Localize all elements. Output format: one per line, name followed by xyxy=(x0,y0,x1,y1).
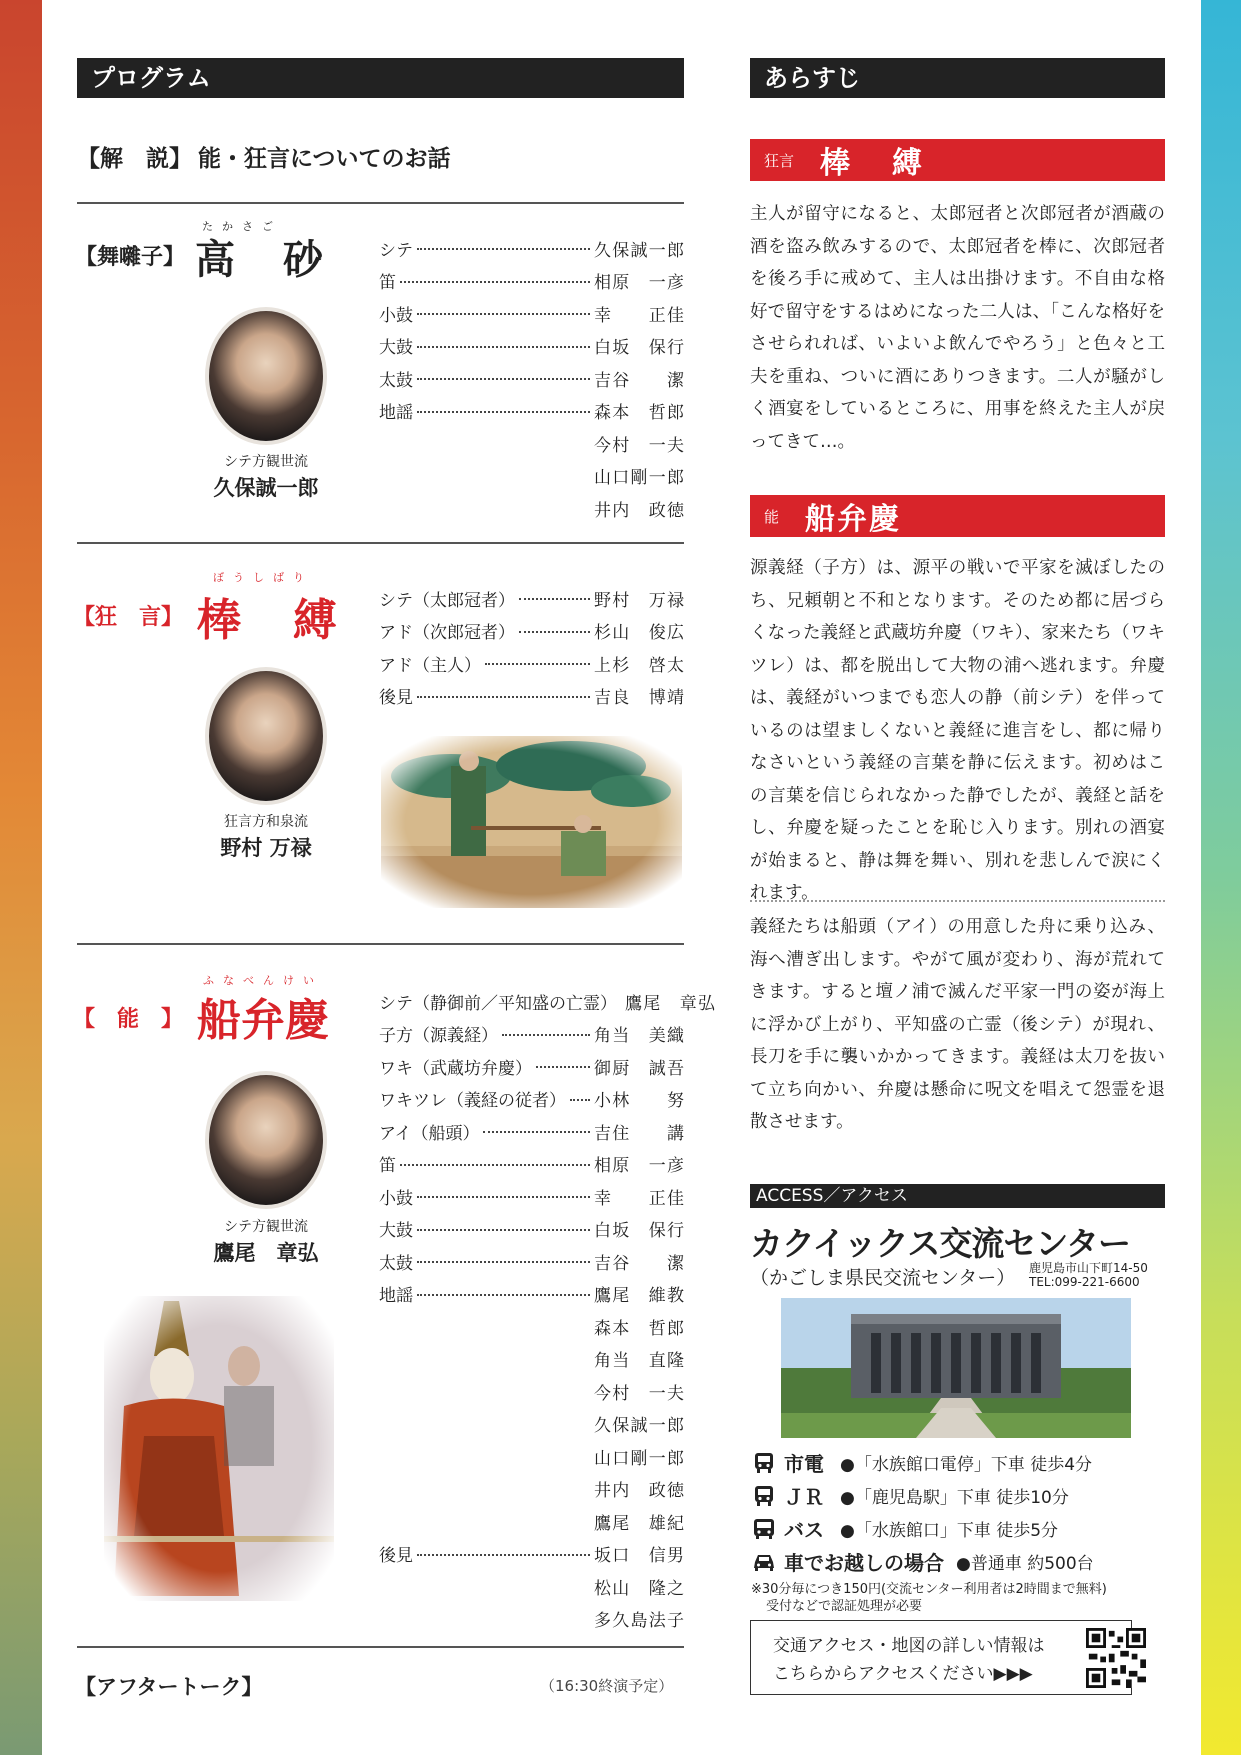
cast-name: 白坂 保行 xyxy=(594,338,684,359)
takasago-performer: 久保誠一郎 xyxy=(213,476,319,500)
boshibari-school: 狂言方和泉流 xyxy=(224,814,308,830)
cast-role: 子方（源義経） xyxy=(379,1026,498,1047)
cast-row xyxy=(379,460,684,493)
leader-dots xyxy=(400,281,590,283)
venue-tel: TEL:099-221-6600 xyxy=(1029,1275,1140,1289)
route-bus-desc: ●「水族館口」下車 徒歩5分 xyxy=(840,1521,1059,1541)
divider xyxy=(77,202,684,204)
cast-name: 角当 美織 xyxy=(594,1026,684,1047)
car-icon xyxy=(752,1551,776,1573)
route-tram xyxy=(752,1448,1092,1477)
boshibari-title: 棒 縛 xyxy=(197,595,341,646)
kyogen-synopsis-bar xyxy=(750,139,1165,181)
parking-note-1: ※30分毎につき150円(交流センター利用者は2時間まで無料) xyxy=(751,1582,1107,1597)
cast-name: 今村 一夫 xyxy=(594,1383,684,1404)
cast-name: 多久島法子 xyxy=(594,1611,684,1632)
cast-row xyxy=(379,680,684,713)
qr-code-icon[interactable] xyxy=(1086,1628,1146,1688)
leader-dots xyxy=(536,1066,590,1068)
route-tram-desc: ●「水族館口電停」下車 徒歩4分 xyxy=(840,1455,1093,1475)
takasago-school: シテ方観世流 xyxy=(224,454,308,470)
cast-role: 後見 xyxy=(379,688,413,709)
cast-role: シテ xyxy=(379,240,413,261)
cast-role: シテ（静御前／平知盛の亡霊） xyxy=(379,993,617,1014)
venue-name: カクイックス交流センター xyxy=(750,1224,1131,1263)
cast-row xyxy=(379,647,684,680)
train-icon xyxy=(752,1485,776,1507)
cast-row xyxy=(379,1310,684,1343)
cast-row xyxy=(379,1083,684,1116)
kyogen-synopsis-text: 主人が留守になると、太郎冠者と次郎冠者が酒蔵の酒を盗み飲みするので、太郎冠者を棒に、次郎冠者を後ろ手に戒めて、主人は出掛けます。不自由な格好で留守をするはめになった二人は、「こんな格好をさせられれば、いよいよ飲んでやろう」と色々と工夫を重ね、ついに酒にありつきます。二人が騒がしく酒宴をしているところに、用事を終えた主人が戻ってきて…。 xyxy=(750,204,1165,452)
leader-dots xyxy=(417,1261,590,1263)
kyogen-type-label: 狂言 xyxy=(764,151,795,170)
program-header: プログラム xyxy=(77,58,684,98)
route-jr xyxy=(752,1481,1069,1510)
takasago-portrait xyxy=(205,307,327,445)
funabenkei-cast xyxy=(379,985,715,1635)
cast-role: 大鼓 xyxy=(379,338,413,359)
cast-name: 鷹尾 章弘 xyxy=(625,993,715,1014)
noh-synopsis-title: 船弁慶 xyxy=(805,502,902,537)
leader-dots xyxy=(417,696,590,698)
kaisetsu-label: 【解 説】 xyxy=(77,146,192,172)
cast-row xyxy=(379,427,684,460)
leader-dots xyxy=(519,598,590,600)
cast-role: 後見 xyxy=(379,1546,413,1567)
cast-role: 太鼓 xyxy=(379,370,413,391)
cast-name: 井内 政徳 xyxy=(594,1481,684,1502)
funabenkei-portrait xyxy=(205,1071,327,1209)
cast-role: 小鼓 xyxy=(379,1188,413,1209)
cast-row xyxy=(379,232,684,265)
leader-dots xyxy=(417,1229,590,1231)
cast-row xyxy=(379,1180,684,1213)
train-icon xyxy=(752,1452,776,1474)
cast-row xyxy=(379,1505,684,1538)
synopsis-header: あらすじ xyxy=(750,58,1165,98)
route-jr-label: ＪＲ xyxy=(784,1485,824,1509)
qr-text-1: 交通アクセス・地図の詳しい情報は xyxy=(773,1636,1045,1656)
leader-dots xyxy=(502,1034,590,1036)
access-info-box[interactable] xyxy=(750,1620,1132,1695)
cast-name: 杉山 俊広 xyxy=(594,623,684,644)
leader-dots xyxy=(400,1164,590,1166)
funabenkei-performer: 鷹尾 章弘 xyxy=(213,1241,319,1265)
takasago-ruby: たかさご xyxy=(202,220,282,233)
cast-row xyxy=(379,1408,684,1441)
route-jr-desc: ●「鹿児島駅」下車 徒歩10分 xyxy=(840,1488,1069,1508)
leader-dots xyxy=(519,631,590,633)
cast-role: ワキツレ（義経の従者） xyxy=(379,1091,566,1112)
leader-dots xyxy=(570,1099,590,1101)
leader-dots xyxy=(417,346,590,348)
cast-name: 吉良 博靖 xyxy=(594,688,684,709)
cast-row xyxy=(379,1343,684,1376)
kyogen-synopsis-title: 棒 縛 xyxy=(820,146,929,181)
bus-icon xyxy=(752,1518,776,1540)
noh-synopsis-text-2: 義経たちは船頭（アイ）の用意した舟に乗り込み、海へ漕ぎ出します。やがて風が変わり、海が荒れてきます。すると壇ノ浦で滅んだ平家一門の姿が海上に浮かび上がり、平知盛の亡霊（後シテ）が現れ、長刀を手に襲いかかってきます。義経は太刀を抜いて立ち向かい、弁慶は懸命に呪文を唱えて怨霊を退散させます。 xyxy=(750,917,1165,1132)
cast-row xyxy=(379,1245,684,1278)
route-tram-label: 市電 xyxy=(784,1452,824,1476)
route-bus xyxy=(752,1514,1058,1543)
cast-name: 松山 隆之 xyxy=(594,1578,684,1599)
cast-role: アイ（船頭） xyxy=(379,1123,480,1144)
cast-name: 幸 正佳 xyxy=(594,305,684,326)
cast-name: 小林 努 xyxy=(594,1091,684,1112)
cast-name: 井内 政徳 xyxy=(594,500,684,521)
aftertalk-label: 【アフタートーク】 xyxy=(75,1675,263,1699)
cast-role: 太鼓 xyxy=(379,1253,413,1274)
cast-name: 幸 正佳 xyxy=(594,1188,684,1209)
access-header: ACCESS／アクセス xyxy=(750,1184,1165,1208)
cast-name: 御厨 誠吾 xyxy=(594,1058,684,1079)
venue-address: 鹿児島市山下町14-50 xyxy=(1029,1261,1148,1275)
cast-role: 笛 xyxy=(379,273,396,294)
venue-building-photo xyxy=(781,1298,1131,1438)
cast-row xyxy=(379,1018,684,1051)
leader-dots xyxy=(417,411,590,413)
noh-synopsis-text-1: 源義経（子方）は、源平の戦いで平家を滅ぼしたのち、兄頼朝と不和となります。そのため都に居づらくなった義経と武蔵坊弁慶（ワキ）、家来たち（ワキツレ）は、都を脱出して大物の浦へ逃れます。弁慶は、義経がいつまでも恋人の静（前シテ）を伴っているのは望ましくないと義経に進言をし、都に帰りなさいという義経の言葉を静に伝えます。初めはこの言葉を信じられなかった静でしたが、義経と話をし、弁慶を疑ったことを恥じ入ります。別れの酒宴が始まると、静は舞を舞い、別れを悲しんで涙にくれます。 xyxy=(750,558,1165,903)
cast-row xyxy=(379,1570,684,1603)
cast-row xyxy=(379,1603,684,1636)
funabenkei-category: 【 能 】 xyxy=(73,1007,184,1032)
cast-name: 坂口 信男 xyxy=(594,1546,684,1567)
cast-name: 久保誠一郎 xyxy=(594,240,684,261)
cast-row xyxy=(379,1148,684,1181)
car-label: 車でお越しの場合 xyxy=(784,1551,944,1575)
cast-name: 森本 哲郎 xyxy=(594,1318,684,1339)
divider xyxy=(77,542,684,544)
cast-role: 大鼓 xyxy=(379,1221,413,1242)
cast-role: シテ（太郎冠者） xyxy=(379,590,515,611)
cast-name: 鷹尾 雄紀 xyxy=(594,1513,684,1534)
cast-name: 鷹尾 維教 xyxy=(594,1286,684,1307)
cast-name: 久保誠一郎 xyxy=(594,1416,684,1437)
leader-dots xyxy=(417,1196,590,1198)
noh-type-label: 能 xyxy=(764,507,780,526)
cast-name: 角当 直隆 xyxy=(594,1351,684,1372)
funabenkei-school: シテ方観世流 xyxy=(224,1219,308,1235)
boshibari-ruby: ぼうしばり xyxy=(213,571,313,584)
boshibari-category: 【狂 言】 xyxy=(73,605,184,630)
divider xyxy=(77,943,684,945)
boshibari-performer: 野村 万禄 xyxy=(220,836,312,860)
cast-name: 森本 哲郎 xyxy=(594,403,684,424)
divider xyxy=(77,1646,684,1648)
leader-dots xyxy=(417,248,590,250)
cast-name: 山口剛一郎 xyxy=(594,1448,684,1469)
route-car xyxy=(752,1547,1094,1576)
cast-role: アド（次郎冠者） xyxy=(379,623,515,644)
boshibari-portrait xyxy=(205,667,327,805)
cast-row xyxy=(379,362,684,395)
kaisetsu-text: 能・狂言についてのお話 xyxy=(198,146,451,172)
dotted-divider xyxy=(750,900,1165,902)
leader-dots xyxy=(417,1554,590,1556)
leader-dots xyxy=(417,1294,590,1296)
cast-row xyxy=(379,1440,684,1473)
cast-row xyxy=(379,615,684,648)
cast-name: 相原 一彦 xyxy=(594,273,684,294)
cast-name: 野村 万禄 xyxy=(594,590,684,611)
leader-dots xyxy=(483,1131,590,1133)
parking-note-2: 受付などで認証処理が必要 xyxy=(766,1599,923,1614)
funabenkei-ruby: ふなべんけい xyxy=(203,974,323,987)
cast-row xyxy=(379,297,684,330)
cast-row xyxy=(379,265,684,298)
cast-row xyxy=(379,582,684,615)
takasago-title: 高 砂 xyxy=(195,237,327,283)
cast-role: 地謡 xyxy=(379,1286,413,1307)
cast-name: 白坂 保行 xyxy=(594,1221,684,1242)
leader-dots xyxy=(417,378,590,380)
cast-row xyxy=(379,1375,684,1408)
route-bus-label: バス xyxy=(784,1518,824,1542)
car-desc: ●普通車 約500台 xyxy=(956,1554,1094,1574)
kyogen-stage-photo xyxy=(381,736,682,908)
cast-row xyxy=(379,1278,684,1311)
cast-row xyxy=(379,985,715,1018)
boshibari-cast xyxy=(379,582,684,712)
cast-name: 相原 一彦 xyxy=(594,1156,684,1177)
cast-role: 地謡 xyxy=(379,403,413,424)
qr-text-2: こちらからアクセスください▶▶▶ xyxy=(773,1664,1033,1684)
venue-subname: （かごしま県民交流センター） xyxy=(750,1267,1016,1289)
cast-row xyxy=(379,492,684,525)
cast-row xyxy=(379,1473,684,1506)
end-time: （16:30終演予定） xyxy=(540,1677,674,1695)
noh-synopsis-bar xyxy=(750,495,1165,537)
cast-role: アド（主人） xyxy=(379,655,481,676)
cast-name: 上杉 啓太 xyxy=(594,655,684,676)
cast-role: 笛 xyxy=(379,1156,396,1177)
cast-name: 山口剛一郎 xyxy=(594,468,684,489)
cast-row xyxy=(379,1050,684,1083)
cast-row xyxy=(379,1213,684,1246)
cast-name: 吉谷 潔 xyxy=(594,1253,684,1274)
cast-row xyxy=(379,1115,684,1148)
leader-dots xyxy=(485,663,590,665)
funabenkei-title: 船弁慶 xyxy=(197,995,329,1046)
cast-row xyxy=(379,1538,684,1571)
cast-row xyxy=(379,395,684,428)
right-decorative-band xyxy=(1201,0,1241,1755)
cast-name: 今村 一夫 xyxy=(594,435,684,456)
cast-name: 吉住 講 xyxy=(594,1123,684,1144)
cast-role: 小鼓 xyxy=(379,305,413,326)
takasago-cast xyxy=(379,232,684,525)
left-decorative-band xyxy=(0,0,42,1755)
cast-row xyxy=(379,330,684,363)
leader-dots xyxy=(417,313,590,315)
cast-name: 吉谷 潔 xyxy=(594,370,684,391)
takasago-category: 【舞囃子】 xyxy=(75,245,186,270)
noh-performance-photo xyxy=(104,1296,334,1601)
cast-role: ワキ（武蔵坊弁慶） xyxy=(379,1058,532,1079)
